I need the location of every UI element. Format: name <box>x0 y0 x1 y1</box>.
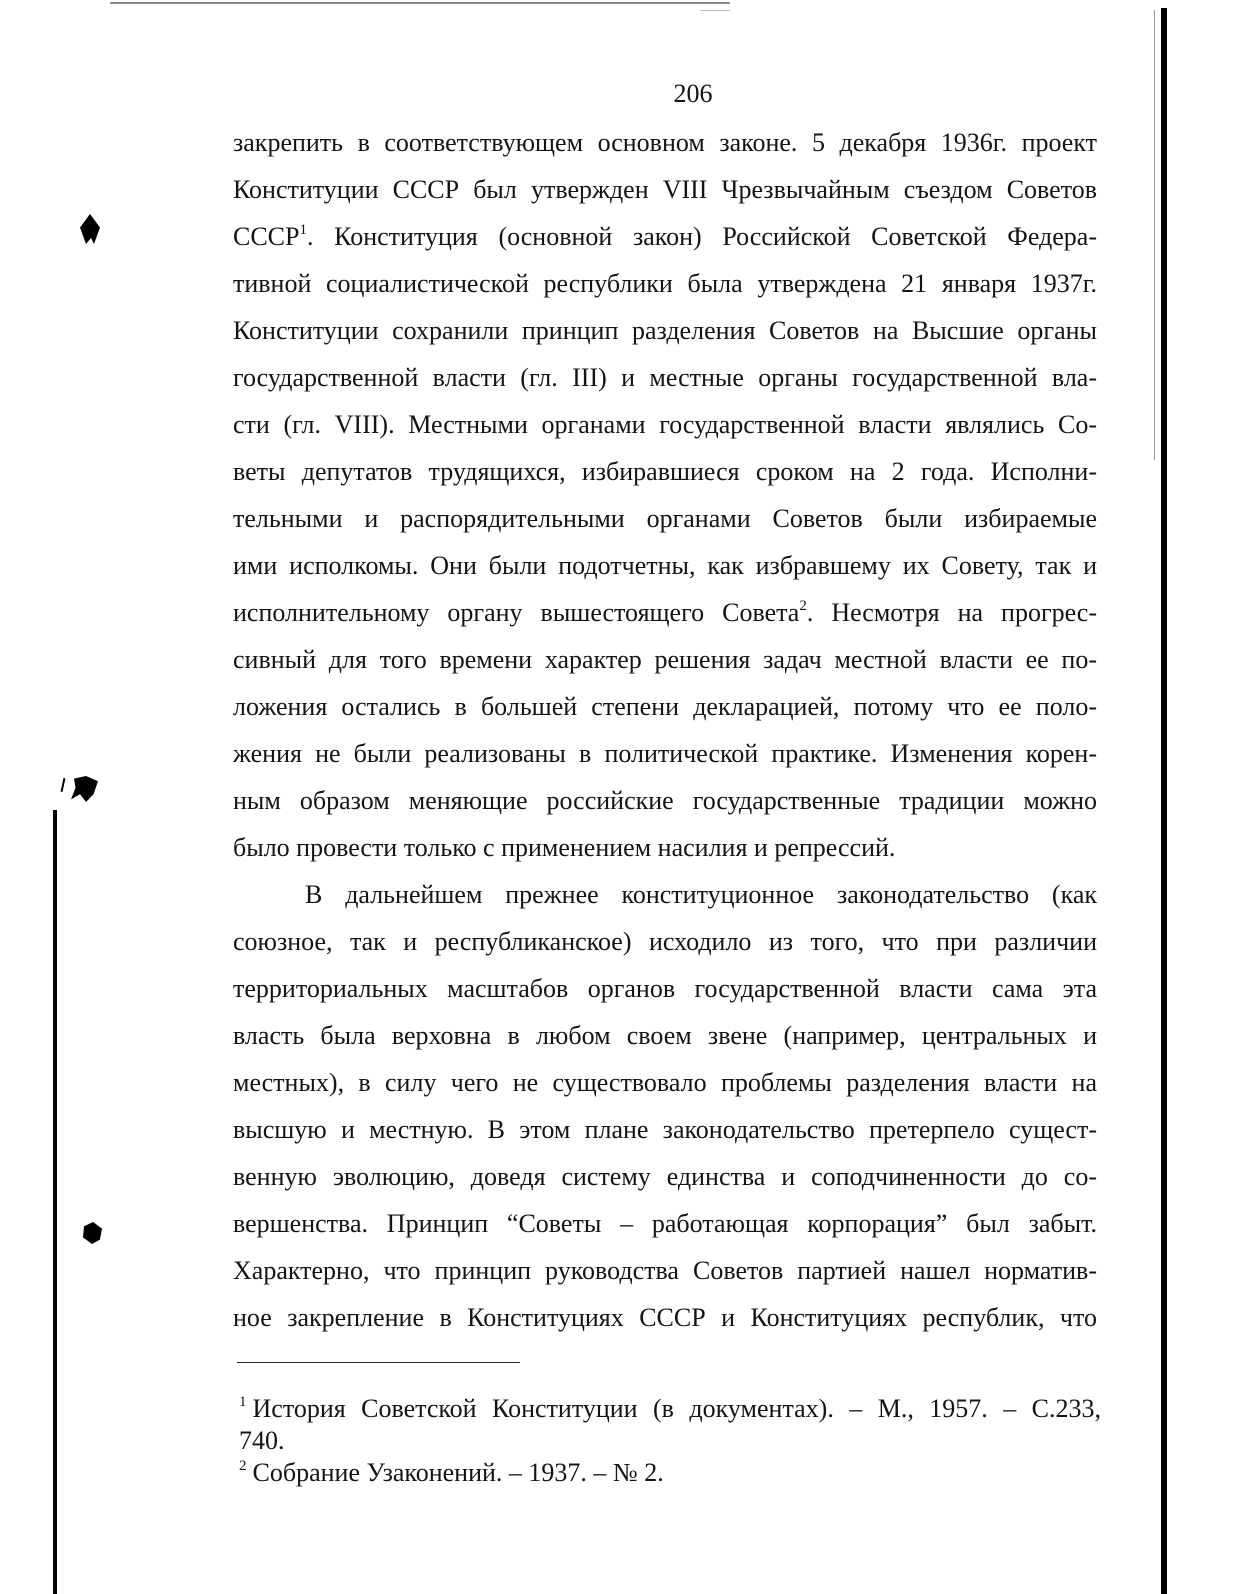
text-line <box>233 1059 1097 1106</box>
text-line-content: исполнительному органу вышестоящего Совета <box>233 598 800 627</box>
text-line <box>233 542 1097 589</box>
text-line-content: вершенства. Принцип “Советы – работающая корпорация” был забыт. <box>233 1209 1097 1238</box>
text-line-content: Конституции сохранили принцип разделения Советов на Высшие органы <box>233 316 1097 345</box>
scan-right-border <box>1161 8 1167 1594</box>
text-line <box>233 401 1097 448</box>
text-line-content: ими исполкомы. Они были подотчетны, как избравшему их Совету, так и <box>233 551 1097 580</box>
text-line-content: государственной власти (гл. III) и местные органы государственной вла- <box>233 363 1097 392</box>
footnote-reference: 1 <box>299 222 307 238</box>
text-line-content: ным образом меняющие российские государственные традиции можно <box>233 786 1097 815</box>
text-line-content: ложения остались в большей степени декларацией, потому что ее поло- <box>233 692 1097 721</box>
text-line <box>233 213 1097 260</box>
text-line <box>233 824 1097 871</box>
footnote-reference: 2 <box>799 598 807 614</box>
text-line <box>233 589 1097 636</box>
text-line-content: веты депутатов трудящихся, избиравшиеся сроком на 2 года. Исполни- <box>233 457 1097 486</box>
text-line-content: . Конституция (основной закон) Российской Советской Федера- <box>307 222 1097 251</box>
scan-blot-mark <box>80 214 100 244</box>
scan-blot-mark <box>61 778 66 792</box>
text-line-content: тивной социалистической республики была утверждена 21 января 1937г. <box>233 269 1097 298</box>
text-line-content: территориальных масштабов органов государственной власти сама эта <box>233 974 1097 1003</box>
text-line <box>233 1153 1097 1200</box>
footnote-continuation: 740. <box>239 1426 285 1455</box>
text-line-content: местных), в силу чего не существовало проблемы разделения власти на <box>233 1068 1097 1097</box>
text-line-content: Конституции СССР был утвержден VIII Чрезвычайным съездом Советов <box>233 175 1097 204</box>
text-line-content: В дальнейшем прежнее конституционное законодательство (как <box>305 880 1097 909</box>
text-line <box>233 777 1097 824</box>
scan-top-edge-line <box>110 2 730 4</box>
text-line <box>233 730 1097 777</box>
text-line-content: сти (гл. VIII). Местными органами государственной власти являлись Со- <box>233 410 1097 439</box>
text-line-content: закрепить в соответствующем основном законе. 5 декабря 1936г. проект <box>233 128 1097 157</box>
footnote <box>239 1457 1101 1489</box>
text-line <box>233 1012 1097 1059</box>
body-text <box>233 119 1097 1341</box>
footnote-separator <box>237 1362 520 1363</box>
footnotes <box>239 1393 1101 1489</box>
text-line-content: власть была верховна в любом своем звене (например, центральных и <box>233 1021 1097 1050</box>
scan-left-border <box>53 810 57 1594</box>
text-line-content: тельными и распорядительными органами Советов были избираемые <box>233 504 1097 533</box>
text-line <box>233 1106 1097 1153</box>
text-line <box>233 636 1097 683</box>
text-line <box>233 871 1097 918</box>
text-line <box>233 495 1097 542</box>
text-line <box>233 260 1097 307</box>
text-line <box>233 683 1097 730</box>
text-line-content: . Несмотря на прогрес- <box>806 598 1097 627</box>
text-line-content: СССР <box>233 222 300 251</box>
text-line <box>233 1294 1097 1341</box>
text-line <box>233 166 1097 213</box>
text-line <box>233 965 1097 1012</box>
footnote-number: 1 <box>239 1394 247 1410</box>
scan-blot-mark <box>82 1222 102 1244</box>
page-number: 206 <box>673 79 713 108</box>
footnote <box>239 1393 1101 1425</box>
text-line-content: было провести только с применением насилия и репрессий. <box>233 833 896 862</box>
text-line-content: венную эволюцию, доведя систему единства и соподчиненности до со- <box>233 1162 1097 1191</box>
text-line-content: высшую и местную. В этом плане законодательство претерпело сущест- <box>233 1115 1097 1144</box>
footnote-text: История Советской Конституции (в документах). – М., 1957. – С.233, <box>252 1394 1101 1423</box>
text-line <box>233 307 1097 354</box>
text-line-content: ное закрепление в Конституциях СССР и Конституциях республик, что <box>233 1303 1097 1332</box>
text-line-content: союзное, так и республиканское) исходило из того, что при различии <box>233 927 1097 956</box>
text-line-content: жения не были реализованы в политической практике. Изменения корен- <box>233 739 1097 768</box>
scan-blot-mark <box>68 776 98 802</box>
text-line <box>233 448 1097 495</box>
text-line <box>233 918 1097 965</box>
text-line <box>233 119 1097 166</box>
text-line <box>233 1200 1097 1247</box>
scan-top-edge-mark <box>700 10 730 11</box>
footnote-text: Собрание Узаконений. – 1937. – № 2. <box>252 1458 664 1487</box>
text-line-content: сивный для того времени характер решения задач местной власти ее по- <box>233 645 1097 674</box>
text-line <box>233 354 1097 401</box>
text-line-content: Характерно, что принцип руководства Советов партией нашел норматив- <box>233 1256 1097 1285</box>
text-line <box>233 1247 1097 1294</box>
footnote-number: 2 <box>239 1458 247 1474</box>
